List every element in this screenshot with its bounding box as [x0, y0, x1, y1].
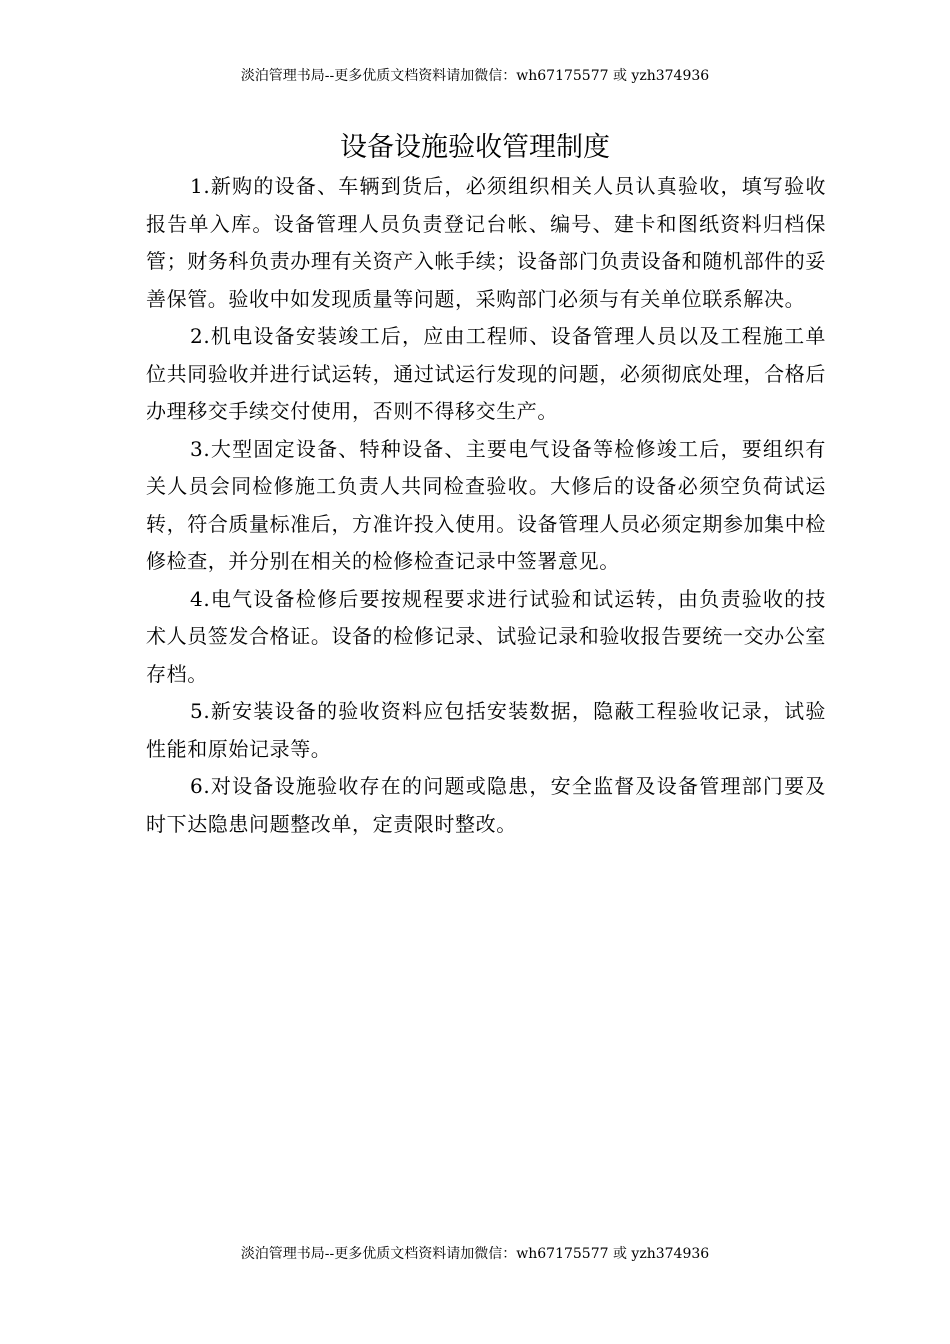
paragraph-2: 2.机电设备安装竣工后，应由工程师、设备管理人员以及工程施工单位共同验收并进行试运转，通过试运行发现的问题，必须彻底处理，合格后办理移交手续交付使用，否则不得移交生产。	[146, 324, 826, 423]
page-header: 淡泊管理书局--更多优质文档资料请加微信：wh67175577 或 yzh374936	[240, 68, 710, 84]
paragraph-5: 5.新安装设备的验收资料应包括安装数据，隐蔽工程验收记录，试验性能和原始记录等。	[146, 699, 826, 761]
paragraph-3: 3.大型固定设备、特种设备、主要电气设备等检修竣工后，要组织有关人员会同检修施工负责人共同检查验收。大修后的设备必须空负荷试运转，符合质量标准后，方准许投入使用。设备管理人员必须定期参加集中检修检查，并分别在相关的检修检查记录中签署意见。	[146, 436, 826, 573]
document-title: 设备设施验收管理制度	[340, 132, 610, 163]
paragraph-6: 6.对设备设施验收存在的问题或隐患，安全监督及设备管理部门要及时下达隐患问题整改单，定责限时整改。	[146, 774, 826, 836]
document-body	[146, 168, 826, 843]
page-footer: 淡泊管理书局--更多优质文档资料请加微信：wh67175577 或 yzh374936	[240, 1246, 710, 1262]
paragraph-4: 4.电气设备检修后要按规程要求进行试验和试运转，由负责验收的技术人员签发合格证。设备的检修记录、试验记录和验收报告要统一交办公室存档。	[146, 586, 826, 686]
paragraph-1: 1.新购的设备、车辆到货后，必须组织相关人员认真验收，填写验收报告单入库。设备管理人员负责登记台帐、编号、建卡和图纸资料归档保管；财务科负责办理有关资产入帐手续；设备部门负责设备和随机部件的妥善保管。验收中如发现质量等问题，采购部门必须与有关单位联系解决。	[146, 174, 826, 311]
